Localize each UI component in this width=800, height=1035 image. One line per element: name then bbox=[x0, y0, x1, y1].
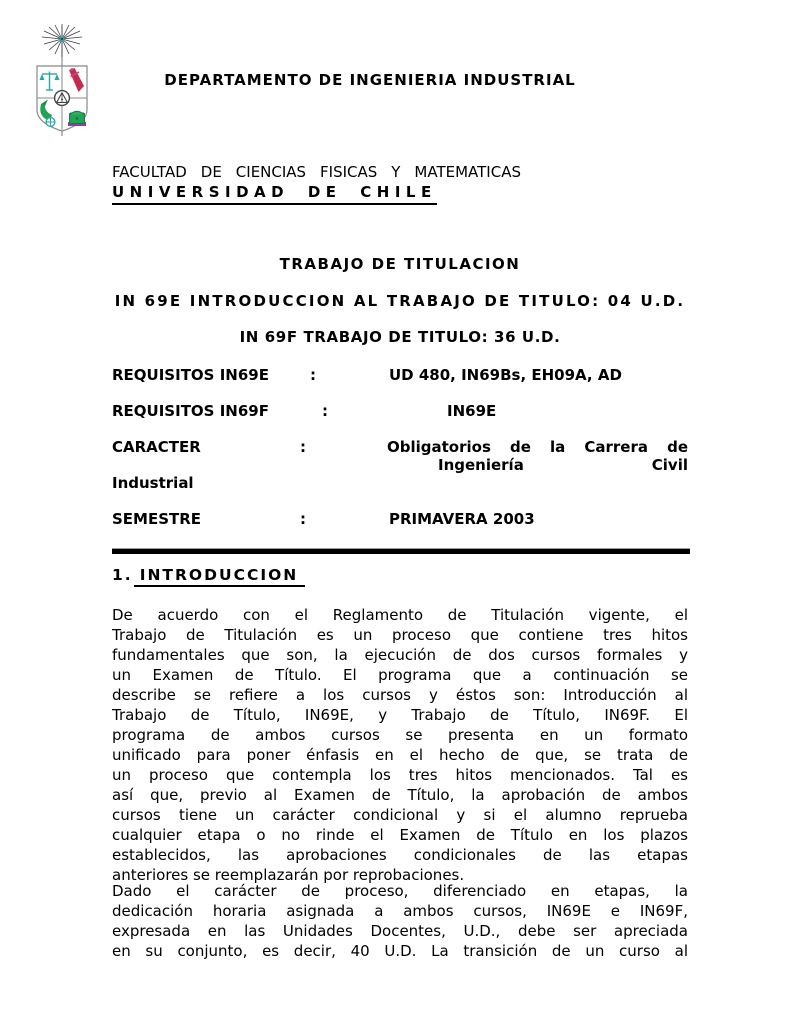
row-label: REQUISITOS IN69F bbox=[112, 402, 269, 420]
row-colon: : bbox=[300, 510, 306, 528]
text-line: establecidos, las aprobaciones condicionales de las etapas bbox=[112, 846, 688, 864]
text-line: De acuerdo con el Reglamento de Titulación vigente, el bbox=[112, 606, 688, 624]
main-title: TRABAJO DE TITULACION bbox=[279, 255, 521, 273]
row-value-line1: Obligatorios de la Carrera de bbox=[387, 438, 688, 456]
row-colon: : bbox=[310, 366, 316, 384]
row-label: REQUISITOS IN69E bbox=[112, 366, 269, 384]
text-line: anteriores se reemplazarán por reprobaciones. bbox=[112, 866, 465, 884]
faculty-line: FACULTAD DE CIENCIAS FISICAS Y MATEMATICAS bbox=[112, 163, 521, 181]
level-emblem-icon bbox=[55, 91, 70, 106]
text-line: Trabajo de Título, IN69E, y Trabajo de Título, IN69F. El bbox=[112, 706, 688, 724]
text-line: así que, previo al Examen de Título, la aprobación de ambos bbox=[112, 786, 688, 804]
section-heading bbox=[112, 566, 305, 585]
department-title: DEPARTAMENTO DE INGENIERIA INDUSTRIAL bbox=[164, 71, 576, 89]
text-line: cualquier etapa o no rinde el Examen de Título en los plazos bbox=[112, 826, 688, 844]
section-number: 1. bbox=[112, 566, 133, 584]
text-line: un Examen de Título. El programa que a continuación se bbox=[112, 666, 688, 684]
chest-icon bbox=[68, 111, 86, 126]
course-title-in69e: IN 69E INTRODUCCION AL TRABAJO DE TITULO: 04 U.D. bbox=[114, 292, 686, 310]
text-line: un proceso que contempla los tres hitos mencionados. Tal es bbox=[112, 766, 688, 784]
university-name: UNIVERSIDAD DE CHILE bbox=[112, 183, 437, 205]
text-line: Dado el carácter de proceso, diferenciado en etapas, la bbox=[112, 882, 688, 900]
course-title-in69f: IN 69F TRABAJO DE TITULO: 36 U.D. bbox=[239, 328, 561, 346]
university-line-wrap bbox=[112, 182, 437, 205]
text-line: en su conjunto, es decir, 40 U.D. La transición de un curso al bbox=[112, 942, 688, 960]
section-title: INTRODUCCION bbox=[134, 566, 306, 587]
text-line: programa de ambos cursos se presenta en un formato bbox=[112, 726, 688, 744]
section-divider-rule bbox=[112, 548, 690, 554]
row-value-line2 bbox=[438, 456, 688, 474]
text-line: describe se refiere a los cursos y éstos son: Introducción al bbox=[112, 686, 688, 704]
text-line: expresada en las Unidades Docentes, U.D., debe ser apreciada bbox=[112, 922, 688, 940]
text-line: Trabajo de Titulación es un proceso que contiene tres hitos bbox=[112, 626, 688, 644]
text-line: cursos tiene un carácter condicional y si el alumno reprueba bbox=[112, 806, 688, 824]
row-value: PRIMAVERA 2003 bbox=[389, 510, 535, 528]
text-line: fundamentales que son, la ejecución de dos cursos formales y bbox=[112, 646, 688, 664]
row-value: UD 480, IN69Bs, EH09A, AD bbox=[389, 366, 622, 384]
row-label: SEMESTRE bbox=[112, 510, 202, 528]
row-colon: : bbox=[300, 438, 306, 456]
value-word: Ingeniería bbox=[438, 456, 524, 474]
value-word: Civil bbox=[651, 456, 688, 474]
row-value: IN69E bbox=[447, 402, 497, 420]
text-line: unificado para poner énfasis en el hecho de que, se trata de bbox=[112, 746, 688, 764]
row-label: CARACTER bbox=[112, 438, 201, 456]
intro-paragraph-2 bbox=[112, 881, 688, 961]
row-colon: : bbox=[322, 402, 328, 420]
text-line: dedicación horaria asignada a ambos cursos, IN69E e IN69F, bbox=[112, 902, 688, 920]
intro-paragraph-1 bbox=[112, 605, 688, 885]
row-value-line3: Industrial bbox=[112, 474, 194, 492]
